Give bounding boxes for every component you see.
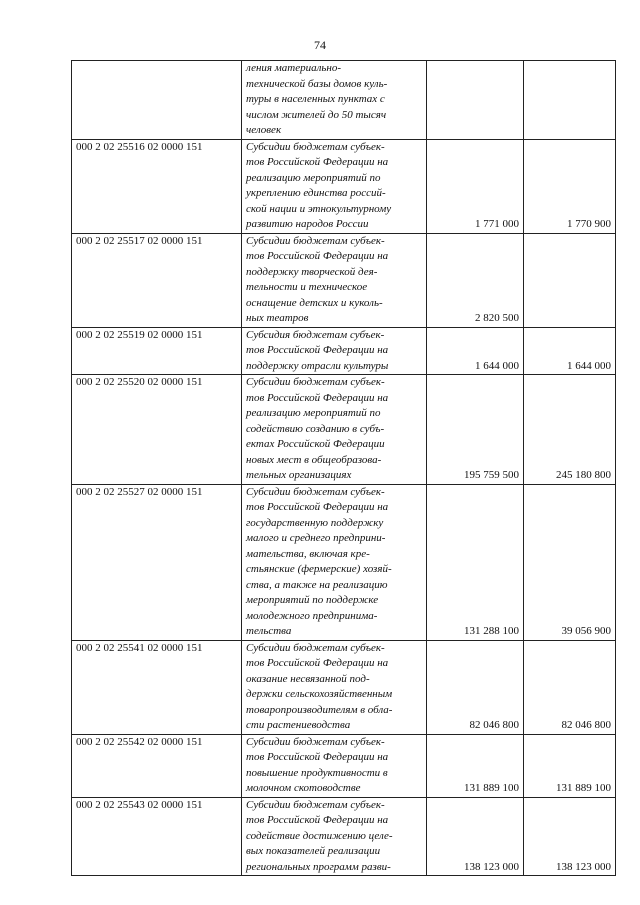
amount-year-1: 1 771 000 [427, 139, 524, 233]
amount-year-2: 131 889 100 [524, 734, 616, 797]
amount-year-1: 195 759 500 [427, 375, 524, 485]
budget-code: 000 2 02 25519 02 0000 151 [72, 327, 242, 375]
table-row [72, 484, 616, 640]
amount-year-1: 131 889 100 [427, 734, 524, 797]
description: Субсидии бюджетам субъек- тов Российской Федерации на содействие достижению целе- вых показателей реализации региональных программ разви- [242, 797, 427, 876]
budget-code: 000 2 02 25541 02 0000 151 [72, 640, 242, 734]
description: Субсидии бюджетам субъек- тов Российской Федерации на реализацию мероприятий по укреплению единства россий- ской нации и этнокультурному развитию народов России [242, 139, 427, 233]
budget-table [71, 60, 616, 876]
amount-year-2 [524, 61, 616, 140]
amount-year-1: 131 288 100 [427, 484, 524, 640]
amount-year-1 [427, 61, 524, 140]
table-row [72, 734, 616, 797]
description: Субсидии бюджетам субъек- тов Российской Федерации на повышение продуктивности в молочном скотоводстве [242, 734, 427, 797]
amount-year-2: 1 644 000 [524, 327, 616, 375]
description: ления материально- технической базы домов куль- туры в населенных пунктах с числом жителей до 50 тысяч человек [242, 61, 427, 140]
amount-year-1: 82 046 800 [427, 640, 524, 734]
budget-code: 000 2 02 25520 02 0000 151 [72, 375, 242, 485]
description: Субсидии бюджетам субъек- тов Российской Федерации на оказание несвязанной под- держки сельскохозяйственным товаропроизводителям в обла- сти растениеводства [242, 640, 427, 734]
amount-year-2 [524, 233, 616, 327]
description: Субсидии бюджетам субъек- тов Российской Федерации на реализацию мероприятий по содействию созданию в субъ- ектах Российской Федерации новых мест в общеобразова- тельных организациях [242, 375, 427, 485]
table-row [72, 61, 616, 140]
budget-code [72, 61, 242, 140]
amount-year-1: 1 644 000 [427, 327, 524, 375]
table-row [72, 139, 616, 233]
budget-code: 000 2 02 25516 02 0000 151 [72, 139, 242, 233]
amount-year-2: 39 056 900 [524, 484, 616, 640]
table-row [72, 233, 616, 327]
budget-code: 000 2 02 25542 02 0000 151 [72, 734, 242, 797]
amount-year-2: 82 046 800 [524, 640, 616, 734]
table-row [72, 375, 616, 485]
amount-year-2: 245 180 800 [524, 375, 616, 485]
amount-year-1: 138 123 000 [427, 797, 524, 876]
budget-code: 000 2 02 25517 02 0000 151 [72, 233, 242, 327]
table-row [72, 797, 616, 876]
budget-code: 000 2 02 25543 02 0000 151 [72, 797, 242, 876]
description: Субсидии бюджетам субъек- тов Российской Федерации на государственную поддержку малого и среднего предприни- мательства, включая кре- стьянские (фермерские) хозяй- ства, а также на реализацию мероприятий по поддержке молодежного предпринима- тельства [242, 484, 427, 640]
amount-year-2: 138 123 000 [524, 797, 616, 876]
amount-year-2: 1 770 900 [524, 139, 616, 233]
amount-year-1: 2 820 500 [427, 233, 524, 327]
description: Субсидия бюджетам субъек- тов Российской Федерации на поддержку отрасли культуры [242, 327, 427, 375]
budget-code: 000 2 02 25527 02 0000 151 [72, 484, 242, 640]
page-number: 74 [314, 38, 326, 52]
table-row [72, 327, 616, 375]
description: Субсидии бюджетам субъек- тов Российской Федерации на поддержку творческой дея- тельности и техническое оснащение детских и куколь- ных театров [242, 233, 427, 327]
table-row [72, 640, 616, 734]
